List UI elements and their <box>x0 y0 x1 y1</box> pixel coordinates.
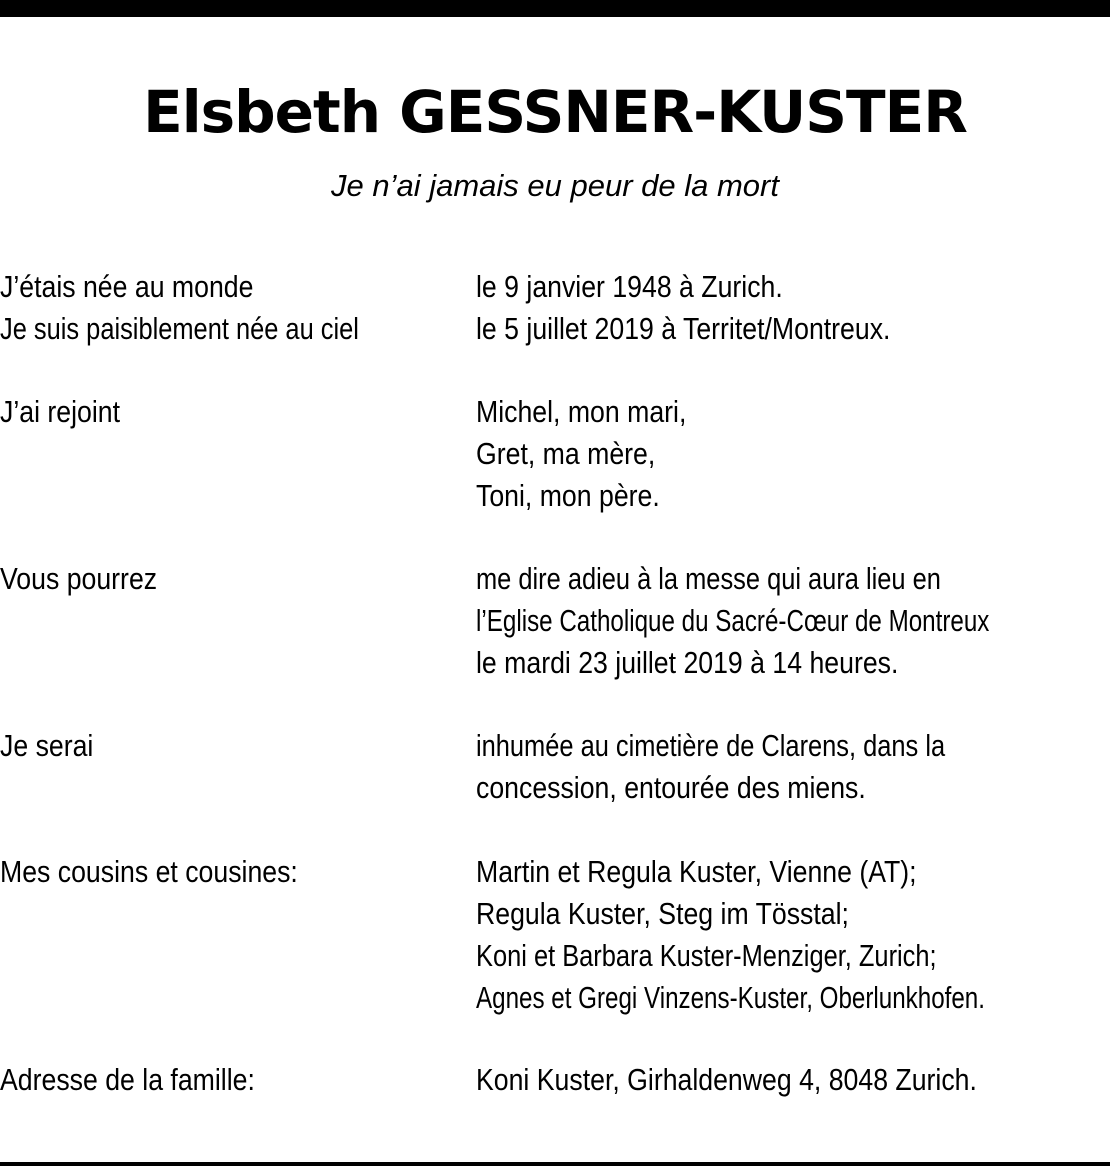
entry-value <box>476 725 1110 809</box>
entry-label: Je suis paisiblement née au ciel <box>0 311 359 346</box>
entry-value <box>476 1059 1110 1101</box>
entry-value <box>476 391 1110 517</box>
entry-value <box>476 308 1110 350</box>
entry-value-line: l’Eglise Catholique du Sacré-Cœur de Montreux <box>476 603 990 638</box>
entry-label: J’ai rejoint <box>0 394 121 429</box>
entry-value-line: inhumée au cimetière de Clarens, dans la <box>476 728 946 763</box>
entry-label: Mes cousins et cousines: <box>0 854 298 889</box>
entry-label: Vous pourrez <box>0 561 158 596</box>
entry-value-line: Toni, mon père. <box>476 478 660 513</box>
entry-value <box>476 558 1110 684</box>
entry-value-line: Regula Kuster, Steg im Tösstal; <box>476 896 849 931</box>
motto: Je n’ai jamais eu peur de la mort <box>330 168 779 203</box>
entry-value-line: Agnes et Gregi Vinzens-Kuster, Oberlunkhofen. <box>476 980 985 1015</box>
top-border-rule <box>0 0 1110 17</box>
bottom-border-rule <box>0 1162 1110 1166</box>
entry-value-line: le 9 janvier 1948 à Zurich. <box>476 269 783 304</box>
entry-label: Adresse de la famille: <box>0 1062 255 1097</box>
entry-value-line: Koni Kuster, Girhaldenweg 4, 8048 Zurich. <box>476 1062 977 1097</box>
entry-value-line: Koni et Barbara Kuster-Menziger, Zurich; <box>476 938 937 973</box>
entry-label: Je serai <box>0 728 94 763</box>
entry-value-line: le mardi 23 juillet 2019 à 14 heures. <box>476 645 899 680</box>
entry-value-line: Gret, ma mère, <box>476 436 656 471</box>
entry-value-line: le 5 juillet 2019 à Territet/Montreux. <box>476 311 891 346</box>
entry-value-line: Martin et Regula Kuster, Vienne (AT); <box>476 854 917 889</box>
entry-value <box>476 266 1110 308</box>
deceased-name: Elsbeth GESSNER-KUSTER <box>143 78 967 146</box>
entry-value <box>476 851 1110 1019</box>
entry-value-line: me dire adieu à la messe qui aura lieu en <box>476 561 941 596</box>
entry-value-line: Michel, mon mari, <box>476 394 687 429</box>
entry-value-line: concession, entourée des miens. <box>476 770 866 805</box>
entry-label: J’étais née au monde <box>0 269 254 304</box>
